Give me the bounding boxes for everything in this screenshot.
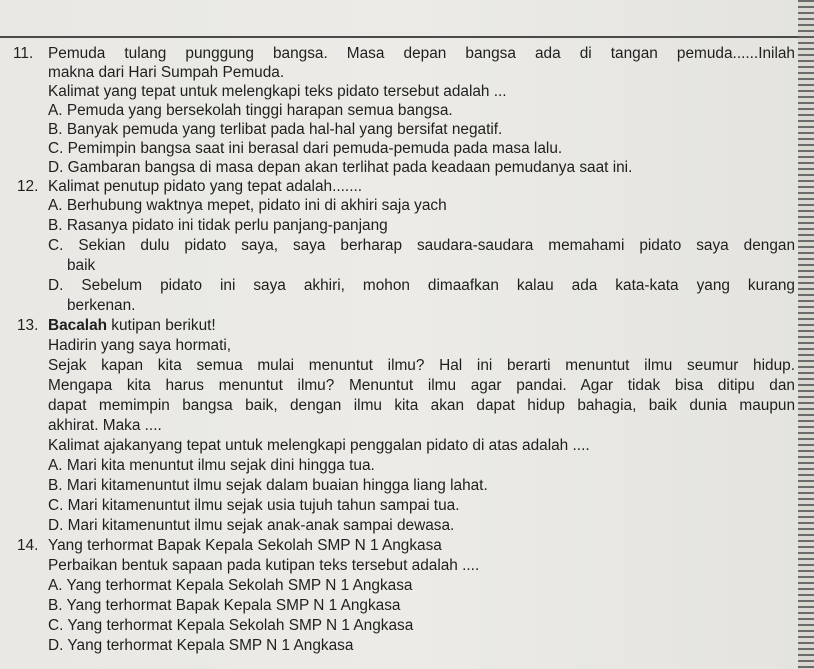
question-11-option-d[interactable]: D. Gambaran bangsa di masa depan akan terlihat pada keadaan pemudanya saat ini. [48,159,633,176]
question-12-number: 12. [17,178,39,195]
quote-greeting: Hadirin yang saya hormati, [48,337,232,354]
question-11-text-line-1: Pemuda tulang punggung bangsa. Masa depan bangsa ada di tangan pemuda......Inilah [48,45,795,62]
question-14-number: 14. [17,537,39,554]
question-13-lead [48,316,216,336]
question-13-option-d[interactable]: D. Mari kitamenuntut ilmu sejak anak-anak sampai dewasa. [48,517,455,534]
question-14-option-c[interactable]: C. Yang terhormat Kepala Sekolah SMP N 1 Angkasa [48,617,414,634]
question-12-option-c-continued[interactable]: baik [67,257,96,274]
question-13-option-a[interactable]: A. Mari kita menuntut ilmu sejak dini hingga tua. [48,457,375,474]
binding-edge [798,0,814,669]
question-12-prompt: Kalimat penutup pidato yang tepat adalah....... [48,178,363,195]
question-11-prompt: Kalimat yang tepat untuk melengkapi teks pidato tersebut adalah ... [48,83,507,100]
question-11-option-c[interactable]: C. Pemimpin bangsa saat ini berasal dari pemuda-pemuda pada masa lalu. [48,140,563,157]
question-11-text-line-2: makna dari Hari Sumpah Pemuda. [48,64,285,81]
quote-line-4: akhirat. Maka .... [48,417,162,434]
question-14-option-a[interactable]: A. Yang terhormat Kepala Sekolah SMP N 1 Angkasa [48,577,413,594]
question-13-option-b[interactable]: B. Mari kitamenuntut ilmu sejak dalam buaian hingga liang lahat. [48,477,488,494]
question-14-option-d[interactable]: D. Yang terhormat Kepala SMP N 1 Angkasa [48,637,354,654]
question-14-option-b[interactable]: B. Yang terhormat Bapak Kepala SMP N 1 Angkasa [48,597,401,614]
question-11-number: 11. [13,45,34,62]
question-12-option-d[interactable]: D. Sebelum pidato ini saya akhiri, mohon dimaafkan kalau ada kata-kata yang kurang [48,277,795,294]
question-14-text: Yang terhormat Bapak Kepala Sekolah SMP N 1 Angkasa [48,537,442,554]
question-12-option-d-continued[interactable]: berkenan. [67,297,136,314]
question-13-lead-bold: Bacalah [48,317,108,334]
question-13-number: 13. [17,317,39,334]
question-11-option-b[interactable]: B. Banyak pemuda yang terlibat pada hal-hal yang bersifat negatif. [48,121,503,138]
question-13-option-c[interactable]: C. Mari kitamenuntut ilmu sejak usia tujuh tahun sampai tua. [48,497,460,514]
question-12-option-b[interactable]: B. Rasanya pidato ini tidak perlu panjang-panjang [48,217,388,234]
quote-line-3: dapat memimpin bangsa baik, dengan ilmu kita akan dapat hidup bahagia, baik dunia maupun [48,397,795,414]
quote-line-2: Mengapa kita harus menuntut ilmu? Menuntut ilmu agar pandai. Agar tidak bisa ditipu dan [48,377,795,394]
question-14-prompt: Perbaikan bentuk sapaan pada kutipan teks tersebut adalah .... [48,557,480,574]
question-12-option-c[interactable]: C. Sekian dulu pidato saya, saya berharap saudara-saudara memahami pidato saya dengan [48,237,795,254]
quote-line-1: Sejak kapan kita semua mulai menuntut ilmu? Hal ini berarti menuntut ilmu seumur hidup. [48,357,795,374]
question-11-option-a[interactable]: A. Pemuda yang bersekolah tinggi harapan semua bangsa. [48,102,453,119]
question-13-lead-rest: kutipan berikut! [107,317,216,334]
question-13-prompt: Kalimat ajakanyang tepat untuk melengkapi penggalan pidato di atas adalah .... [48,437,590,454]
question-12-option-a[interactable]: A. Berhubung waktnya mepet, pidato ini di akhiri saja yach [48,197,447,214]
